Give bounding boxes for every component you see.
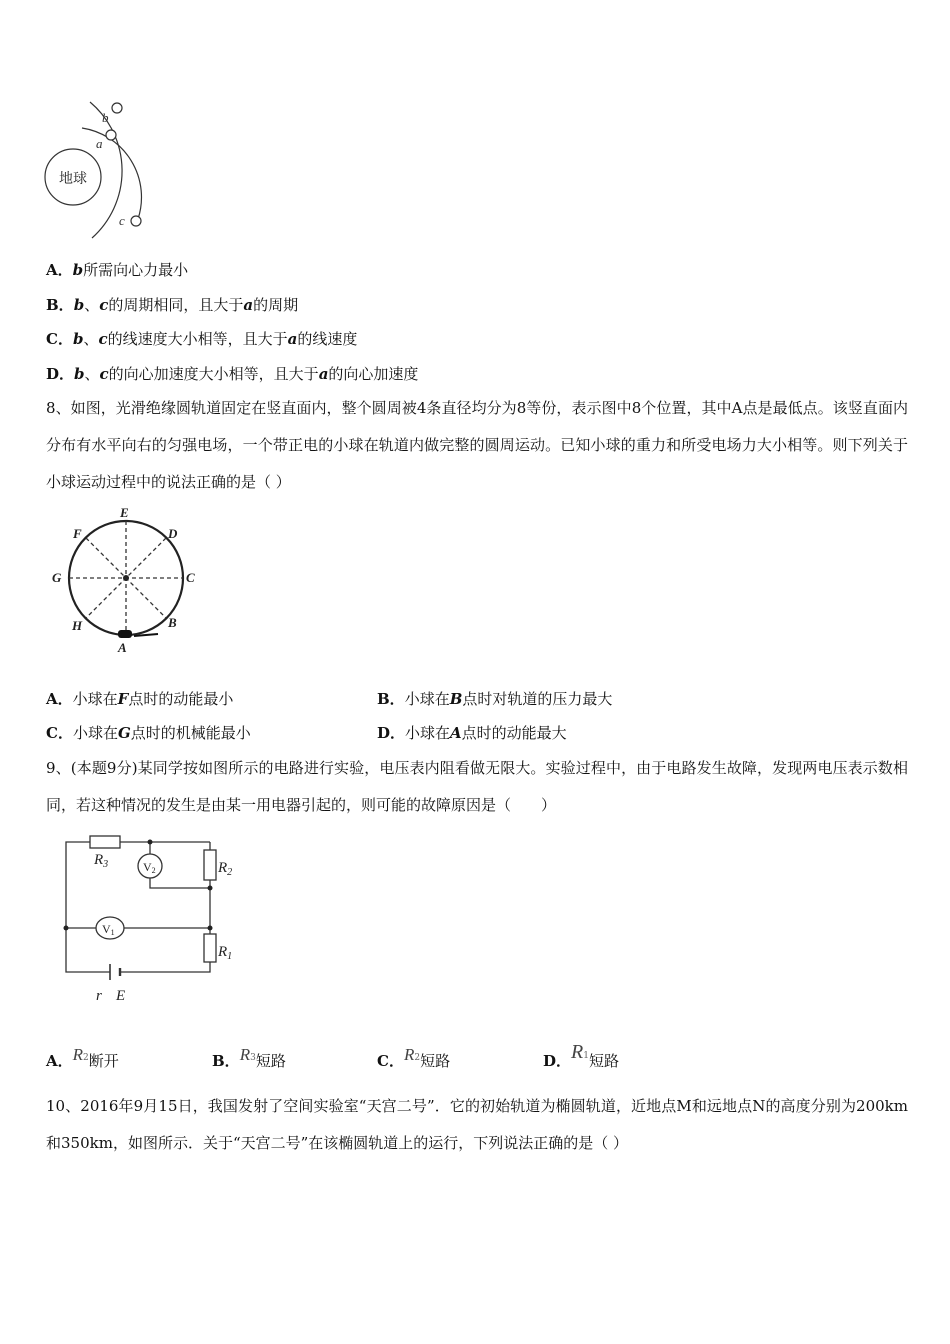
q8-option-b: B．小球在B点时对轨道的压力最大: [377, 690, 613, 708]
q7-option-b: B．b、c的周期相同，且大于a的周期: [46, 296, 299, 314]
point-a: A: [118, 640, 127, 655]
earth-label: 地球: [59, 171, 87, 187]
satellite-b: [112, 103, 122, 113]
point-h: H: [72, 618, 83, 633]
ball: [118, 630, 132, 638]
orbit-figure: [40, 95, 180, 245]
point-d: D: [168, 526, 178, 541]
q7-option-c: C．b、c的线速度大小相等，且大于a的线速度: [46, 330, 358, 348]
r-label: r: [96, 988, 102, 1004]
r1-resistor: [204, 934, 216, 962]
point-b: B: [168, 615, 177, 630]
satellite-c: [131, 216, 141, 226]
label-c: c: [119, 213, 125, 228]
v1-label: V1: [102, 922, 115, 937]
v2-label: V2: [143, 860, 156, 875]
e-label: E: [116, 988, 126, 1004]
q9-option-c: C．R2短路: [377, 1045, 451, 1070]
q8-stem: 8、如图，光滑绝缘圆轨道固定在竖直面内，整个圆周被4条直径均分为8等份，表示图中8个位置，其中A点是最低点。该竖直面内分布有水平向右的匀强电场，一个带正电的小球在轨道内做完整的圆周运动。已知小球的重力和所受电场力大小相等。则下列关于小球运动过程中的说法正确的是（ ）: [46, 399, 908, 491]
circuit-figure: [58, 830, 248, 1005]
r3-label: $R_3$: [94, 852, 109, 870]
r1-label: $R_1$: [218, 944, 233, 962]
q10-stem: 10、2016年9月15日，我国发射了空间实验室“天宫二号”．它的初始轨道为椭圆轨道，近地点M和远地点N的高度分别为200km和350km，如图所示．关于“天宫二号”在该椭圆轨道上的运行，下列说法正确的是（ ）: [46, 1097, 908, 1152]
r3-resistor: [90, 836, 120, 848]
q9-option-b: B．R3短路: [212, 1045, 286, 1070]
point-g: G: [52, 570, 62, 585]
q9-option-a: A．R2断开: [46, 1045, 119, 1070]
point-e: E: [120, 505, 129, 520]
label-b: b: [102, 110, 109, 125]
q7-option-d: D．b、c的向心加速度大小相等，且大于a的向心加速度: [46, 365, 419, 383]
q8-option-d: D．小球在A点时的动能最大: [377, 724, 567, 742]
label-a: a: [96, 136, 103, 151]
q7-option-a: A．b所需向心力最小: [46, 261, 189, 279]
q8-option-a: A．小球在F点时的动能最小: [46, 690, 234, 708]
q9-stem: 9、(本题9分)某同学按如图所示的电路进行实验，电压表内阻看做无限大。实验过程中，由于电路发生故障，发现两电压表示数相同，若这种情况的发生是由某一用电器引起的，则可能的故障原因是（ ）: [46, 759, 909, 814]
circle-track-figure: [44, 500, 204, 660]
point-f: F: [73, 526, 82, 541]
satellite-a: [106, 130, 116, 140]
q9-option-d: D．R1短路: [543, 1041, 619, 1070]
center-dot: [123, 575, 129, 581]
r2-label: $R_2$: [218, 860, 233, 878]
inner-orbit-arc: [82, 128, 141, 219]
point-c: C: [186, 570, 195, 585]
q8-option-c: C．小球在G点时的机械能最小: [46, 724, 251, 742]
r2-resistor: [204, 850, 216, 880]
